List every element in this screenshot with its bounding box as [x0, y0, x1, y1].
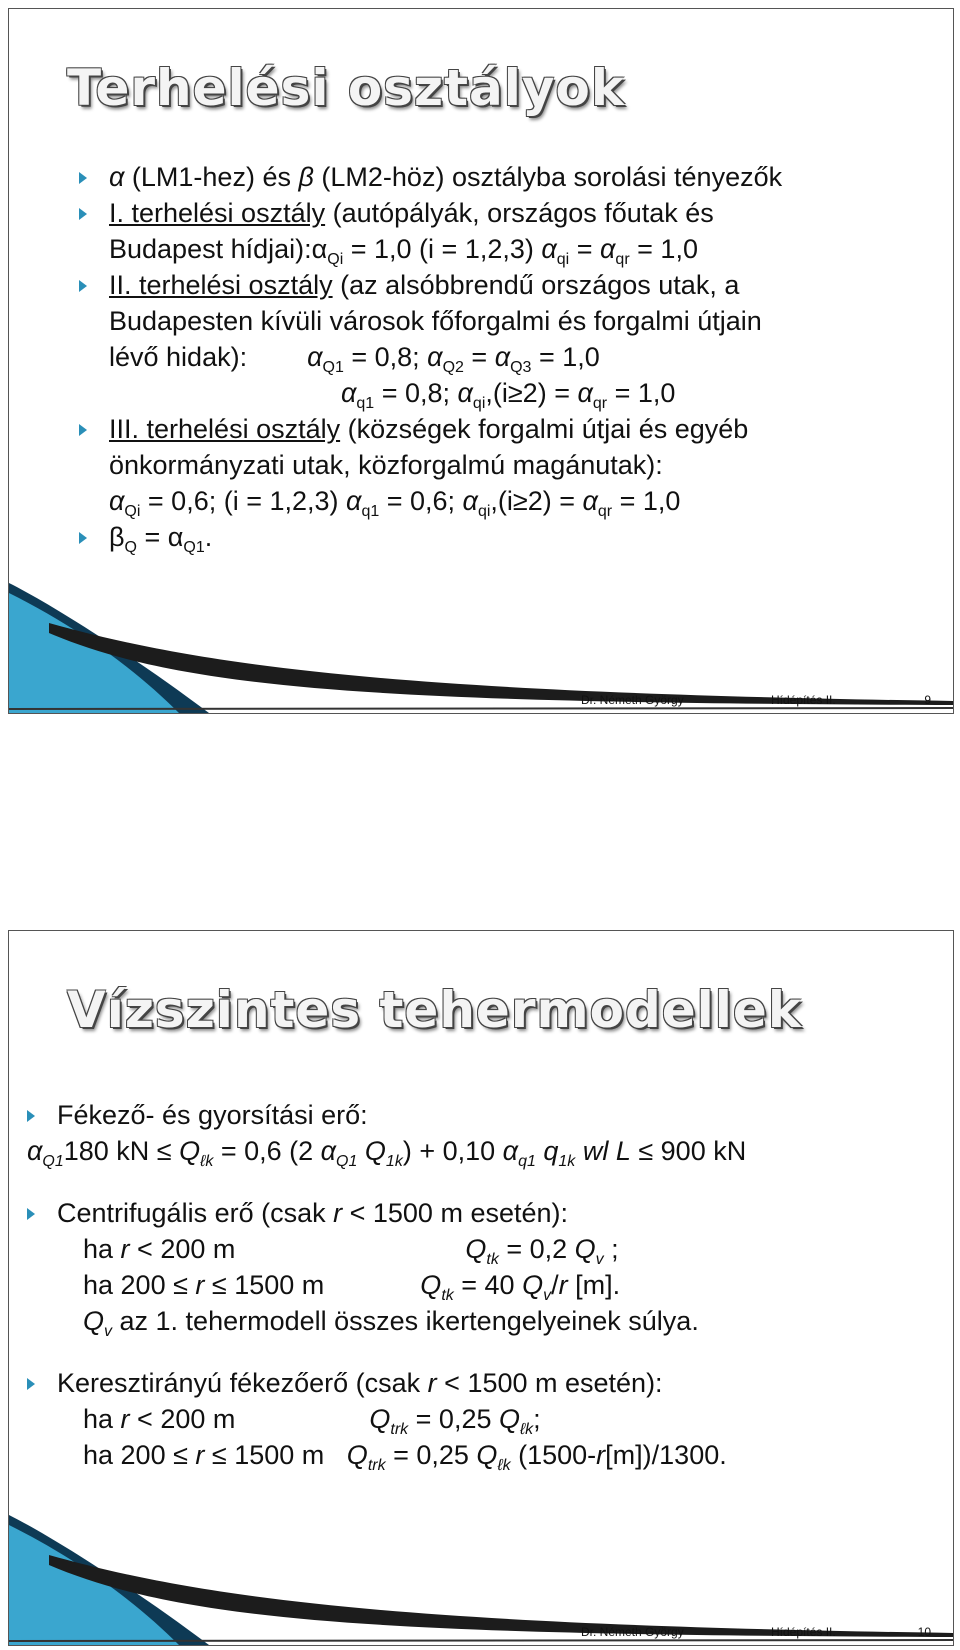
bullet-arrow-icon — [27, 1208, 35, 1220]
bullet-arrow-icon — [79, 208, 87, 220]
slide-title: Terhelési osztályok — [67, 59, 626, 117]
slide-10 — [8, 930, 954, 1646]
bullet-arrow-icon — [79, 280, 87, 292]
bullet-centrifugal-force: Centrifugális erő (csak r < 1500 m esetén): ha r < 200 m $Q_{tk} = 0,2$ $Q_v$ ; ha 200 ≤ r ≤ 1500 m $Q_{tk} = 40$ $Q_v/r$ [m]. $Q_v$ az 1. tehermodell összes ikertengelyeinek súlya. — [27, 1195, 933, 1339]
slide-title: Vízszintes tehermodellek — [67, 981, 803, 1039]
bullet-class-3: III. terhelési osztály (községek forgalmi útjai és egyéb önkormányzati utak, közforgalmú magánutak): $\alpha_{Qi} = 0,6$; (i = 1,2,3) $\alpha_{q1} = 0,6$; $\alpha_{qi},(i\ge 2) = \alpha_{qr} = 1,0$ — [79, 411, 933, 519]
footer-author: Dr. Németh György — [581, 1625, 684, 1639]
bullet-arrow-icon — [27, 1110, 35, 1122]
footer-course: Hídépítés II. — [771, 1625, 836, 1639]
bullet-arrow-icon — [79, 532, 87, 544]
bullet-braking-force: Fékező- és gyorsítási erő: $\alpha_{Q1}180$ kN ≤ $Q_{\ell k} = 0,6$ (2 $\alpha_{Q1}$ $Q_{1k}) + 0,10$ $\alpha_{q1}$ $q_{1k}$ wl L ≤ 900 kN — [27, 1100, 747, 1170]
bullet-arrow-icon — [79, 424, 87, 436]
page-number: 10 — [917, 1625, 931, 1639]
bullet-class-2: II. terhelési osztály (az alsóbbrendű országos utak, a Budapesten kívüli városok főforgalmi és forgalmi útjain lévő hidak): $\alpha_{Q1} = 0,8$; $\alpha_{Q2} = \alpha_{Q3} = 1,0$ $\alpha_{q1} = 0,8$; $\alpha_{qi},(i\ge 2) = \alpha_{qr} = 1,0$ — [79, 267, 933, 411]
bullet-transverse-braking: Keresztirányú fékezőerő (csak r < 1500 m esetén): ha r < 200 m $Q_{trk} = 0,25$ $Q_{\ell k}$; ha 200 ≤ r ≤ 1500 m $Q_{trk} = 0,25$ $Q_{\ell k}$ (1500-r[m])/1300. — [27, 1365, 933, 1473]
slide-9 — [8, 8, 954, 714]
bullet-class-1: I. terhelési osztály (autópályák, országos főutak és Budapest $hídjai):\alpha_{Qi} = 1,0$ (i = 1,2,3) $\alpha_{qi} = \alpha_{qr} = 1,0$ — [79, 195, 933, 267]
footer-course: Hídépítés II. — [771, 693, 836, 707]
bullet-beta: $\beta_Q = \alpha_{Q1}$. — [79, 519, 933, 555]
bullet-list — [79, 159, 933, 555]
bullet-list — [27, 1097, 933, 1473]
footer-author: Dr. Németh György — [581, 693, 684, 707]
bullet-alpha-beta: α (LM1-hez) és β (LM2-höz) osztályba sorolási tényezők — [79, 159, 933, 195]
bullet-arrow-icon — [27, 1378, 35, 1390]
page-number: 9 — [924, 693, 931, 707]
bullet-arrow-icon — [79, 172, 87, 184]
